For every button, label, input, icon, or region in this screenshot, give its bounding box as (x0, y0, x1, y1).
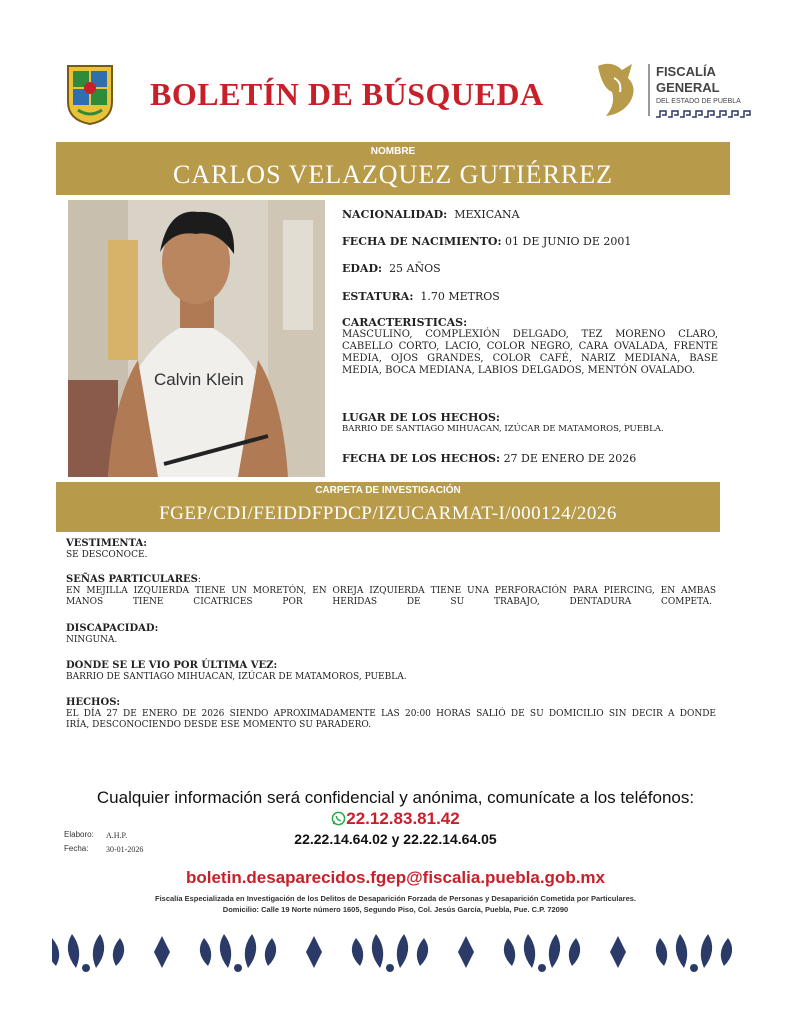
place-value: BARRIO DE SANTIAGO MIHUACAN, IZÚCAR DE MATAMOROS, PUEBLA. (342, 424, 664, 434)
contact-text: Cualquier información será confidencial y anónima, comunícate a los teléfonos: (96, 788, 695, 807)
ornament-diamond (458, 936, 474, 968)
event-date-label: FECHA DE LOS HECHOS (342, 452, 496, 465)
name-label: NOMBRE (370, 146, 416, 157)
last-seen-value: BARRIO DE SANTIAGO MIHUACAN, IZÚCAR DE MATAMOROS, PUEBLA. (66, 672, 407, 682)
ornament-diamond (154, 936, 170, 968)
place-label: LUGAR DE LOS HECHOS (342, 411, 496, 424)
marks-line-2: MANOS TIENE CICATRICES POR HERIDAS DE SU TRABAJO, DENTADURA COMPETA. (66, 597, 712, 607)
marks-section: SEÑAS PARTICULARES: EN MEJILLA IZQUIERDA TIENE UN MORETÓN, EN OREJA IZQUIERDA TIENE UNA PERFORACIÓN PARA PIERCING, EN AMBAS MANOS TIENE CICATRICES POR HERIDAS DE SU TRABAJO, DENTADURA COMPETA. (66, 574, 716, 607)
ornament-diamond (610, 936, 626, 968)
ornament-motif (352, 934, 428, 972)
case-file-number: FGEP/CDI/FEIDDFPDCP/IZUCARMAT-I/000124/2026 (159, 503, 617, 524)
person-name: CARLOS VELAZQUEZ GUTIÉRREZ (172, 160, 614, 189)
page-title: BOLETÍN DE BÚSQUEDA (150, 76, 544, 112)
place-block: LUGAR DE LOS HECHOS: BARRIO DE SANTIAGO MIHUACAN, IZÚCAR DE MATAMOROS, PUEBLA. (342, 411, 718, 434)
nationality-value: MEXICANA (454, 208, 520, 221)
greek-pattern-icon (656, 110, 752, 118)
case-file-label: CARPETA DE INVESTIGACIÓN (315, 485, 461, 496)
marks-line-1: EN MEJILLA IZQUIERDA TIENE UN MORETÓN, EN OREJA IZQUIERDA TIENE UNA PERFORACIÓN PARA PIERCING, EN AMBAS (66, 586, 716, 596)
ornament-motif (504, 934, 580, 972)
characteristics-block: CARACTERISTICAS: MASCULINO, COMPLEXIÓN DELGADO, TEZ MORENO CLARO, CABELLO CORTO, LACIO, COLOR NEGRO, CARA OVALADA, FRENTE MEDIA, OJOS GRANDES, COLOR CAFÉ, NARIZ MEDIANA, BASE MEDIA, BOCA MEDIANA, LABIOS DELGADOS, MENTÓN OVALADO. (342, 316, 718, 376)
person-photo (68, 200, 325, 477)
birthdate-label: FECHA DE NACIMIENTO (342, 235, 498, 248)
shirt-text: Calvin Klein (154, 370, 244, 389)
facts-label: HECHOS (66, 697, 117, 708)
last-seen-label: DONDE SE LE VIO POR ÚLTIMA VEZ (66, 660, 274, 671)
characteristics-label: CARACTERISTICAS (342, 316, 464, 329)
age-value: 25 AÑOS (389, 262, 441, 275)
characteristics-value: MASCULINO, COMPLEXIÓN DELGADO, TEZ MORENO CLARO, CABELLO CORTO, LACIO, COLOR NEGRO, CARA OVALADA, FRENTE MEDIA, OJOS GRANDES, COLOR CAFÉ, NARIZ MEDIANA, BASE MEDIA, BOCA MEDIANA, LABIOS DELGADOS, MENTÓN OVALADO. (342, 329, 718, 376)
disability-value: NINGUNA. (66, 635, 118, 645)
talavera-ornament-icon (52, 928, 732, 976)
address-line: Domicilio: Calle 19 Norte número 1605, Segundo Piso, Col. Jesús García, Puebla, Pue. C.P. 72090 (222, 905, 569, 914)
disability-section: DISCAPACIDAD: NINGUNA. (66, 623, 716, 646)
clothing-section: VESTIMENTA: SE DESCONOCE. (66, 538, 716, 561)
whatsapp-phone[interactable]: 22.12.83.81.42 (346, 809, 460, 828)
date-label: Fecha: (64, 844, 89, 853)
last-seen-section: DONDE SE LE VIO POR ÚLTIMA VEZ: BARRIO DE SANTIAGO MIHUACAN, IZÚCAR DE MATAMOROS, PUEBLA. (66, 660, 716, 683)
birthdate-row: FECHA DE NACIMIENTO: 01 DE JUNIO DE 2001 (342, 235, 632, 248)
ornament-motif (656, 934, 732, 972)
disability-label: DISCAPACIDAD (66, 623, 155, 634)
facts-line-2: IRÍA, DESCONOCIENDO DESDE ESE MOMENTO SU PARADERO. (66, 720, 372, 730)
office-line: Fiscalía Especializada en Investigación de los Delitos de Desaparición Forzada de Personas y Desaparición Cometida por Particulares. (154, 894, 636, 903)
date-value: 30-01-2026 (106, 845, 144, 854)
nationality-label: NACIONALIDAD (342, 208, 444, 221)
age-row: EDAD: 25 AÑOS (342, 262, 441, 275)
ornament-motif (200, 934, 276, 972)
height-label: ESTATURA (342, 290, 410, 303)
agency-name-line2: GENERAL (656, 80, 720, 95)
age-label: EDAD (342, 262, 378, 275)
prepared-by-label: Elaboro: (64, 830, 94, 839)
height-row: ESTATURA: 1.70 METROS (342, 290, 500, 303)
nationality-row: NACIONALIDAD: MEXICANA (342, 208, 520, 221)
other-phones[interactable]: 22.22.14.64.02 y 22.22.14.64.05 (294, 831, 497, 847)
marks-label: SEÑAS PARTICULARES (66, 574, 198, 585)
puebla-coat-of-arms-icon (64, 62, 116, 126)
clothing-label: VESTIMENTA (66, 538, 144, 549)
height-value: 1.70 METROS (420, 290, 500, 303)
agency-name-line1: FISCALÍA (656, 64, 716, 79)
whatsapp-phone-row (0, 809, 791, 831)
whatsapp-icon (331, 811, 346, 831)
event-date-row: FECHA DE LOS HECHOS: 27 DE ENERO DE 2026 (342, 452, 637, 465)
contact-email[interactable]: boletin.desaparecidos.fgep@fiscalia.puebla.gob.mx (185, 868, 605, 887)
prepared-by-value: A.H.P. (106, 831, 128, 840)
ornament-motif (52, 934, 124, 972)
agency-name-line3: DEL ESTADO DE PUEBLA (656, 98, 741, 105)
facts-section: HECHOS: EL DÍA 27 DE ENERO DE 2026 SIENDO APROXIMADAMENTE LAS 20:00 HORAS SALIÓ DE SU DOMICILIO SIN DECIR A DONDE IRÍA, DESCONOCIENDO DESDE ESE MOMENTO SU PARADERO. (66, 697, 716, 730)
clothing-value: SE DESCONOCE. (66, 550, 148, 560)
ornament-diamond (306, 936, 322, 968)
birthdate-value: 01 DE JUNIO DE 2001 (505, 235, 632, 248)
fiscalia-logo-icon (592, 58, 762, 124)
facts-line-1: EL DÍA 27 DE ENERO DE 2026 SIENDO APROXIMADAMENTE LAS 20:00 HORAS SALIÓ DE SU DOMICILIO SIN DECIR A DONDE (66, 709, 716, 719)
event-date-value: 27 DE ENERO DE 2026 (503, 452, 637, 465)
